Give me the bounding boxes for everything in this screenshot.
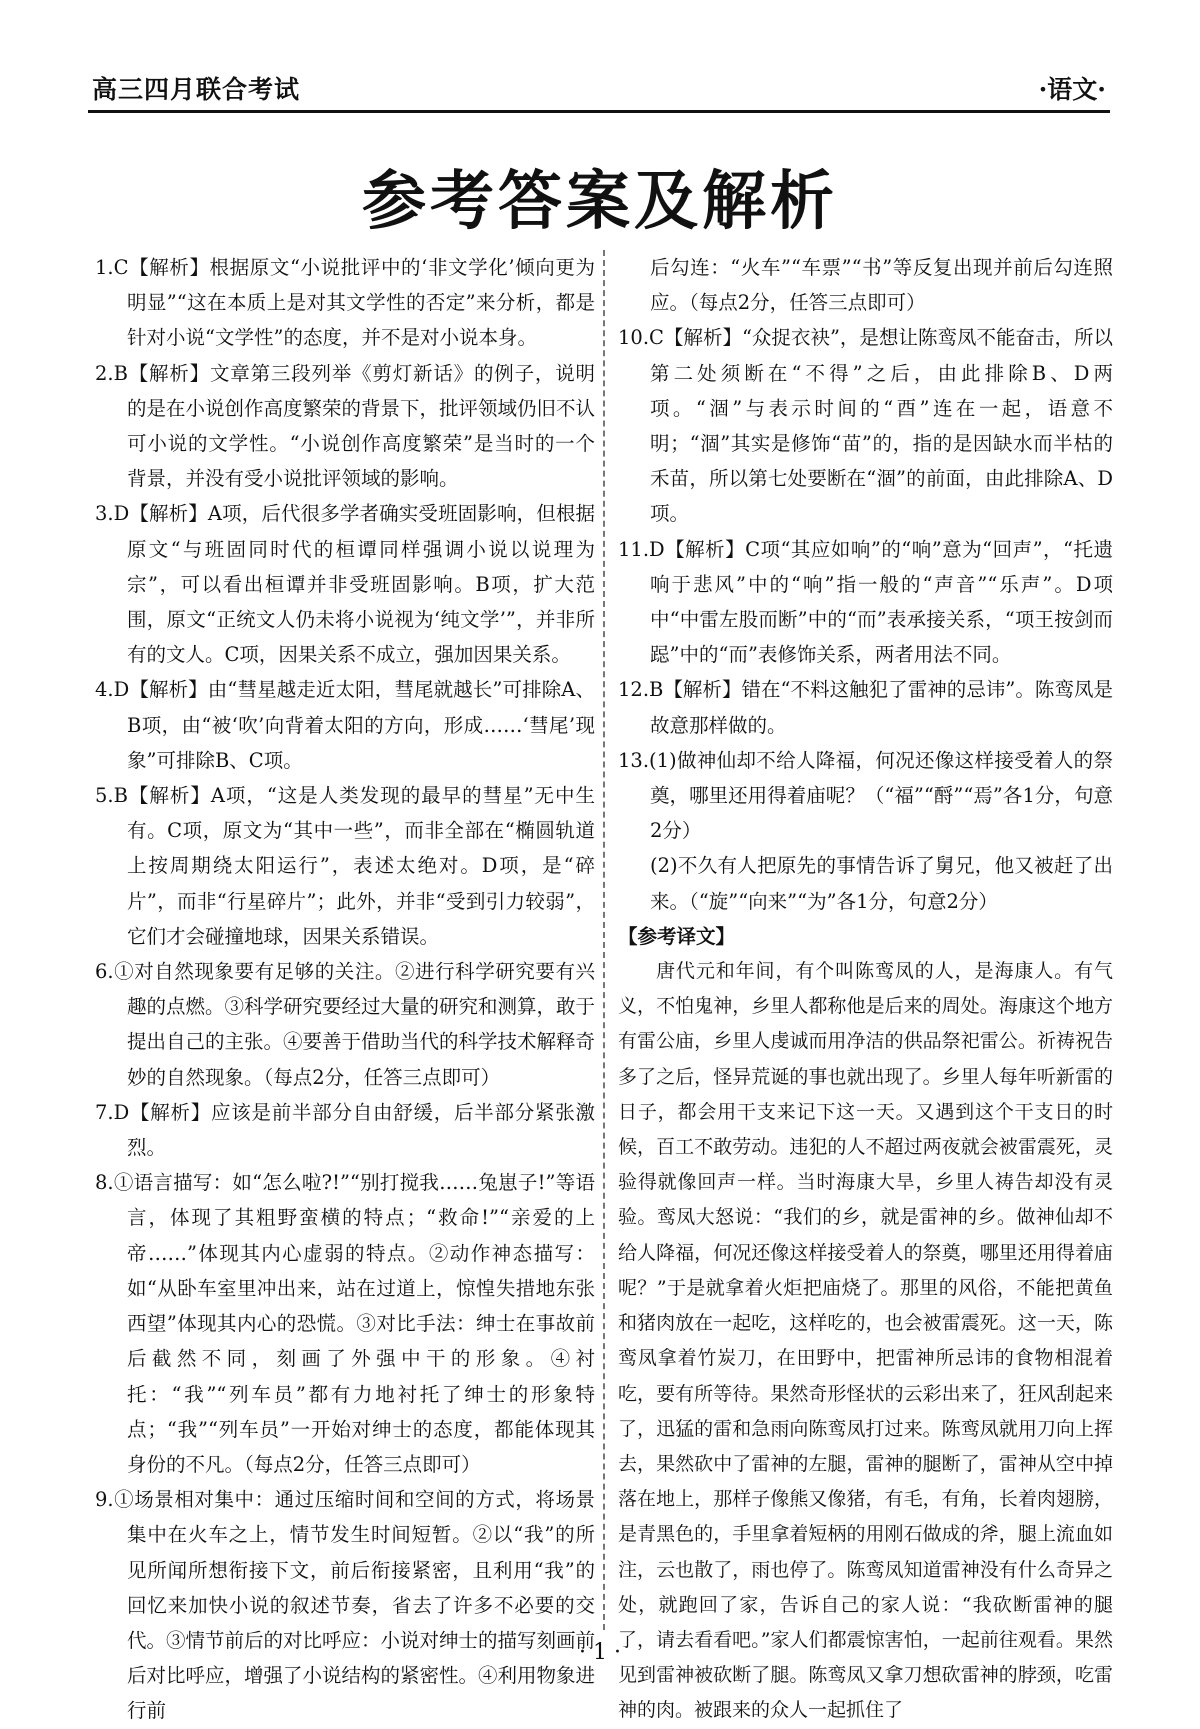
- answer-item-11: 11.D【解析】C项“其应如响”的“响”意为“回声”，“托遗响于悲风”中的“响”指一般的“声音”“乐声”。D项中“中雷左股而断”中的“而”表承接关系，“项王按剑而跽”中的“而”表修饰关系，两者用法不同。: [618, 537, 1113, 667]
- answer-item-2: 2.B【解析】文章第三段列举《剪灯新话》的例子，说明的是在小说创作高度繁荣的背景下，批评领域仍旧不认可小说的文学性。“小说创作高度繁荣”是当时的一个背景，并没有受小说批评领域的影响。: [95, 361, 596, 491]
- answer-item-9-continued: 后勾连：“火车”“车票”“书”等反复出现并前后勾连照应。（每点2分，任答三点即可）: [650, 256, 1113, 315]
- answer-item-7: 7.D【解析】应该是前半部分自由舒缓，后半部分紧张激烈。: [95, 1100, 595, 1160]
- answer-item-12: 12.B【解析】错在“不料这触犯了雷神的忌讳”。陈鸾凤是故意那样做的。: [618, 678, 1113, 737]
- answer-item-4: 4.D【解析】由“彗星越走近太阳，彗尾就越长”可排除A、B项，由“被‘吹’向背着太阳的方向，形成……‘彗尾’现象”可排除B、C项。: [95, 678, 595, 772]
- answer-item-8: 8.①语言描写：如“怎么啦?!”“别打搅我……兔崽子!”等语言，体现了其粗野蛮横的特点；“救命!”“亲爱的上帝……”体现其内心虚弱的特点。②动作神态描写：如“从卧车室里冲出来，站在过道上，惊惶失措地东张西望”体现其内心的恐慌。③对比手法：绅士在事故前后截然不同，刻画了外强中干的形象。④衬托：“我”“列车员”都有力地衬托了绅士的形象特点；“我”“列车员”一开始对绅士的态度，都能体现其身份的不凡。（每点2分，任答三点即可）: [95, 1171, 595, 1476]
- subject-label: ·语文·: [1038, 75, 1106, 104]
- page-number: · 1 ·: [579, 1640, 621, 1665]
- answer-item-6: 6.①对自然现象要有足够的关注。②进行科学研究要有兴趣的点燃。③科学研究要经过大量的研究和测算，敢于提出自己的主张。④要善于借助当代的科学技术解释奇妙的自然现象。（每点2分，任答三点即可）: [95, 960, 596, 1089]
- reference-translation-heading: 【参考译文】: [618, 924, 736, 948]
- left-column: [95, 250, 595, 1729]
- answer-item-3: 3.D【解析】A项，后代很多学者确实受班固影响，但根据原文“与班固同时代的桓谭同样强调小说以说理为宗”，可以看出桓谭并非受班固影响。B项，扩大范围，原文“正统文人仍未将小说视为‘纯文学’”，并非所有的文人。C项，因果关系不成立，强加因果关系。: [95, 502, 595, 667]
- page-header: [88, 66, 1110, 113]
- answer-item-1: 1.C【解析】根据原文“小说批评中的‘非文学化’倾向更为明显”“这在本质上是对其文学性的否定”来分析，都是针对小说“文学性”的态度，并不是对小说本身。: [95, 256, 595, 350]
- reference-translation-text: 唐代元和年间，有个叫陈鸾凤的人，是海康人。有气义，不怕鬼神，乡里人都称他是后来的周处。海康这个地方有雷公庙，乡里人虔诚而用净洁的供品祭祀雷公。祈祷祝告多了之后，怪异荒诞的事也就出现了。乡里人每年听新雷的日子，都会用干支来记下这一天。又遇到这个干支日的时候，百工不敢劳动。违犯的人不超过两夜就会被雷震死，灵验得就像回声一样。当时海康大旱，乡里人祷告却没有灵验。鸾凤大怒说：“我们的乡，就是雷神的乡。做神仙却不给人降福，何况还像这样接受着人的祭奠，哪里还用得着庙呢？”于是就拿着火炬把庙烧了。那里的风俗，不能把黄鱼和猪肉放在一起吃，这样吃的，也会被雷震死。这一天，陈鸾凤拿着竹炭刀，在田野中，把雷神所忌讳的食物相混着吃，要有所等待。果然奇形怪状的云彩出来了，狂风刮起来了，迅猛的雷和急雨向陈鸾凤打过来。陈鸾凤就用刀向上挥去，果然砍中了雷神的左腿，雷神的腿断了，雷神从空中掉落在地上，那样子像熊又像猪，有毛，有角，长着肉翅膀，是青黑色的，手里拿着短柄的用刚石做成的斧，腿上流血如注，云也散了，雨也停了。陈鸾凤知道雷神没有什么奇异之处，就跑回了家，告诉自己的家人说：“我砍断雷神的腿了，请去看看吧。”家人们都震惊害怕，一起前往观看。果然见到雷神被砍断了腿。陈鸾凤又拿刀想砍雷神的脖颈，吃雷神的肉。被跟来的众人一起抓住了: [618, 960, 1113, 1722]
- page-title: 参考答案及解析: [362, 165, 838, 239]
- exam-name: 高三四月联合考试: [92, 75, 301, 104]
- answer-item-13: 13.(1)做神仙却不给人降福，何况还像这样接受着人的祭奠，哪里还用得着庙呢？（“福”“酹”“焉”各1分，句意2分）: [618, 748, 1113, 843]
- answer-item-9: 9.①场景相对集中：通过压缩时间和空间的方式，将场景集中在火车之上，情节发生时间短暂。②以“我”的所见所闻所想衔接下文，前后衔接紧密，且利用“我”的回忆来加快小说的叙述节奏，省去了许多不必要的交代。③情节前后的对比呼应：小说对绅士的描写刻画前后对比呼应，增强了小说结构的紧密性。④利用物象进行前: [95, 1488, 596, 1723]
- answer-item-5: 5.B【解析】A项，“这是人类发现的最早的彗星”无中生有。C项，原文为“其中一些”，而非全部在“椭圆轨道上按周期绕太阳运行”，表述太绝对。D项，是“碎片”，而非“行星碎片”；此外，并非“受到引力较弱”，它们才会碰撞地球，因果关系错误。: [95, 784, 595, 948]
- column-divider: [603, 250, 605, 1630]
- answer-item-10: 10.C【解析】“众捉衣袂”，是想让陈鸾凤不能奋击，所以第二处须断在“不得”之后，由此排除B、D两项。“涸”与表示时间的“酉”连在一起，语意不明；“涸”其实是修饰“苗”的，指的是因缺水而半枯的禾苗，所以第七处要断在“涸”的前面，由此排除A、D项。: [618, 326, 1113, 526]
- right-column: [618, 250, 1113, 1729]
- answer-item-13-part-2: (2)不久有人把原先的事情告诉了舅兄，他又被赶了出来。（“旋”“向来”“为”各1分，句意2分）: [650, 854, 1113, 913]
